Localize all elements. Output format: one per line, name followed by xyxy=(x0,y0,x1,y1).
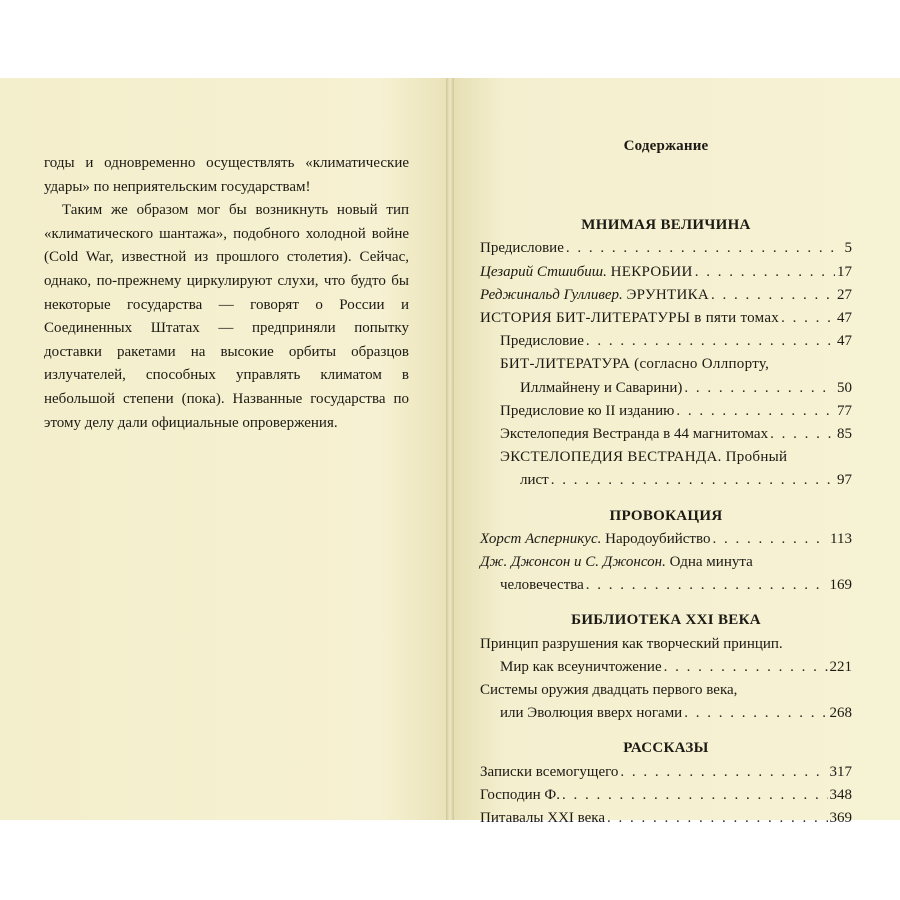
entry-work: Одна минута xyxy=(669,554,753,571)
entry-title: лист xyxy=(520,472,549,489)
page-number: 5 xyxy=(844,240,852,257)
toc-entry xyxy=(480,284,852,307)
page-number: 268 xyxy=(829,705,852,722)
toc-entry xyxy=(480,528,852,551)
book-gutter xyxy=(446,78,454,820)
entry-title: Господин Ф. xyxy=(480,786,561,803)
entry-work: ЭРУНТИКА xyxy=(626,286,710,303)
leader-dots xyxy=(664,656,828,679)
leader-dots xyxy=(781,307,835,330)
page-number: 97 xyxy=(837,472,852,489)
page-number: 27 xyxy=(837,286,852,303)
page-number: 50 xyxy=(837,379,852,396)
table-of-contents xyxy=(480,135,852,830)
toc-entry xyxy=(480,574,852,597)
entry-work: НЕКРОБИИ xyxy=(610,263,693,280)
leader-dots xyxy=(566,237,843,260)
entry-title: ИСТОРИЯ БИТ-ЛИТЕРАТУРЫ в пяти томах xyxy=(480,310,780,327)
entry-author: Хорст Асперникус. xyxy=(480,530,602,547)
entry-title: Предисловие xyxy=(500,333,584,350)
toc-entry xyxy=(480,237,852,260)
page-number: 17 xyxy=(837,263,852,280)
leader-dots xyxy=(586,330,835,353)
leader-dots xyxy=(551,469,835,492)
entry-title: Мир как всеуничтожение xyxy=(500,658,662,675)
toc-entry xyxy=(480,656,852,679)
page-number: 113 xyxy=(830,530,852,547)
toc-section-heading: БИБЛИОТЕКА XXI ВЕКА xyxy=(571,612,761,629)
toc-entry xyxy=(480,330,852,353)
toc-entry xyxy=(480,761,852,784)
page-number: 77 xyxy=(837,402,852,419)
leader-dots xyxy=(711,284,835,307)
toc-entry xyxy=(480,807,852,830)
toc-entry xyxy=(480,702,852,725)
leader-dots xyxy=(770,423,835,446)
toc-entry xyxy=(480,469,852,492)
left-page-text xyxy=(44,152,409,435)
entry-title: Предисловие xyxy=(480,240,564,257)
leader-dots xyxy=(712,528,828,551)
toc-entry xyxy=(480,423,852,446)
leader-dots xyxy=(676,400,835,423)
leader-dots xyxy=(684,702,827,725)
entry-author: Дж. Джонсон и С. Джонсон. xyxy=(480,554,666,571)
toc-entry xyxy=(480,400,852,423)
entry-title xyxy=(480,261,693,284)
page-number: 221 xyxy=(829,658,852,675)
leader-dots xyxy=(607,807,827,830)
entry-title xyxy=(480,284,709,307)
entry-title-line: ЭКСТЕЛОПЕДИЯ ВЕСТРАНДА. Пробный xyxy=(500,449,788,466)
entry-title-line: Системы оружия двадцать первого века, xyxy=(480,682,738,699)
leader-dots xyxy=(695,261,835,284)
toc-section-heading: РАССКАЗЫ xyxy=(623,740,709,757)
toc-entry xyxy=(480,307,852,330)
paragraph: Таким же образом мог бы возникнуть новый тип «климатического шантажа», подобного холодной войне (Cold War, известной из прошлого столетия). Сейчас, однако, по-прежнему циркулируют слухи, что будто бы некоторые государства — говорят о России и Соединенных Штатах — предприняли попытку доставки ракетами на высокие орбиты образцов излучателей, способных управлять климатом в небольшой степени (пока). Названные государства по этому делу дали официальные опровержения. xyxy=(44,202,409,431)
toc-entry xyxy=(480,261,852,284)
page-number: 47 xyxy=(837,333,852,350)
page-number: 369 xyxy=(829,810,852,827)
page-number: 317 xyxy=(829,763,852,780)
entry-author: Цезарий Стшибиш. xyxy=(480,263,607,280)
entry-title: Иллмайнену и Саварини) xyxy=(520,379,683,396)
entry-title: или Эволюция вверх ногами xyxy=(500,705,683,722)
leader-dots xyxy=(620,761,827,784)
toc-entry xyxy=(480,377,852,400)
toc-title: Содержание xyxy=(623,138,709,154)
leader-dots xyxy=(562,784,827,807)
entry-title-line: Принцип разрушения как творческий принцип. xyxy=(480,635,783,652)
entry-title: Экстелопедия Вестранда в 44 магнитомах xyxy=(500,426,769,443)
page-number: 169 xyxy=(829,577,852,594)
entry-title: Предисловие ко II изданию xyxy=(500,402,675,419)
leader-dots xyxy=(586,574,828,597)
toc-section-heading: МНИМАЯ ВЕЛИЧИНА xyxy=(581,217,751,234)
entry-author: Реджинальд Гулливер. xyxy=(480,286,623,303)
entry-title xyxy=(480,528,710,551)
page-number: 85 xyxy=(837,426,852,443)
toc-entry xyxy=(480,784,852,807)
paragraph: годы и одновременно осуществлять «климатические удары» по неприятельским государствам! xyxy=(44,155,409,195)
entry-work: Народоубийство xyxy=(605,530,711,547)
page-number: 47 xyxy=(837,310,852,327)
page-number: 348 xyxy=(829,786,852,803)
entry-title-line xyxy=(480,551,852,574)
entry-title: человечества xyxy=(500,577,584,594)
entry-title-line: БИТ-ЛИТЕРАТУРА (согласно Оллпорту, xyxy=(500,356,770,373)
entry-title: Питавалы XXI века xyxy=(480,810,606,827)
toc-section-heading: ПРОВОКАЦИЯ xyxy=(609,507,723,524)
entry-title: Записки всемогущего xyxy=(480,763,619,780)
leader-dots xyxy=(684,377,835,400)
